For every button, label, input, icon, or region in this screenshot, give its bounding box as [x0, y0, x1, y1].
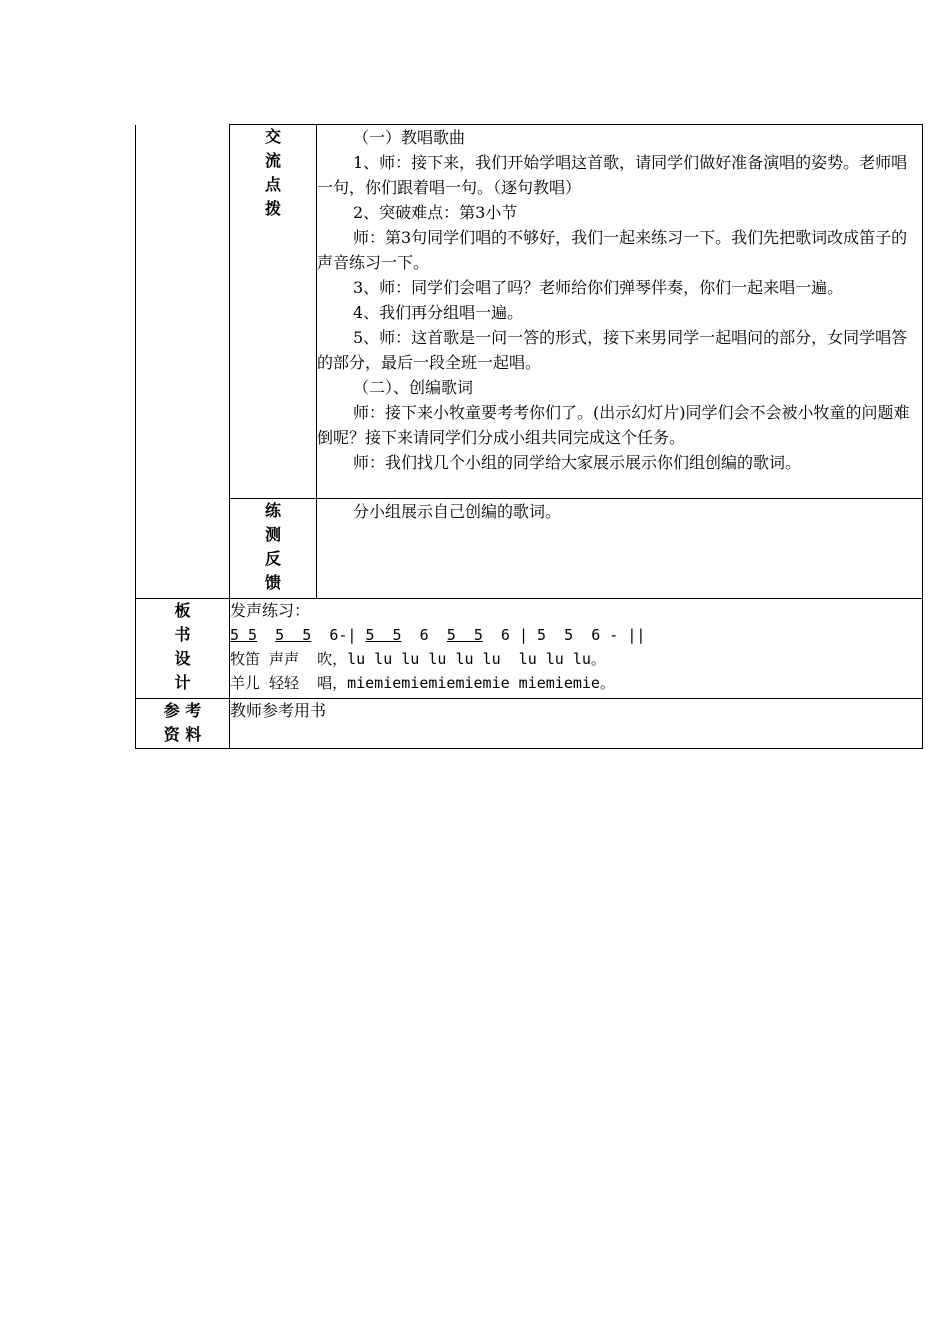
section-label-board — [136, 599, 230, 699]
section-content-feedback — [317, 499, 923, 599]
label-char: 点 — [264, 175, 281, 194]
section-label-exchange — [230, 125, 317, 499]
label-char: 板 — [174, 601, 191, 620]
paragraph: 3、师：同学们会唱了吗？老师给你们弹琴伴奏，你们一起来唱一遍。 — [353, 278, 844, 297]
section-feedback-row — [136, 499, 923, 599]
blank-left-cell — [136, 125, 230, 599]
lesson-plan-table — [135, 124, 923, 749]
lyric-line-1: 牧笛 声声 吹，lu lu lu lu lu lu lu lu lu。 — [230, 650, 606, 668]
label-char: 交 — [264, 127, 281, 146]
board-title: 发声练习： — [230, 601, 311, 620]
label-char: 设 — [174, 649, 191, 668]
heading-create-lyrics: （二）、创编歌词 — [353, 378, 474, 397]
notation-group: 5 5 — [365, 626, 402, 644]
notation-group: 5 5 — [275, 626, 312, 644]
notation-line — [230, 623, 922, 647]
label-line: 资 料 — [163, 725, 202, 744]
reference-text: 教师参考用书 — [230, 701, 327, 720]
label-char: 馈 — [264, 573, 281, 592]
notation-group: 5 5 — [230, 626, 258, 644]
paragraph: 4、我们再分组唱一遍。 — [353, 303, 524, 322]
notation-group: 5 5 — [446, 626, 483, 644]
notation-segment: 6 | 5 5 6 - || — [482, 626, 646, 644]
paragraph: 分小组展示自己创编的歌词。 — [353, 502, 562, 521]
board-content — [230, 599, 923, 699]
paragraph: 5、师：这首歌是一问一答的形式，接下来男同学一起唱问的部分，女同学唱答的部分，最后一段全班一起唱。 — [317, 328, 908, 372]
label-char: 测 — [264, 525, 281, 544]
board-design-row — [136, 599, 923, 699]
heading-teach-song: （一）教唱歌曲 — [353, 128, 466, 147]
notation-segment: 6-| — [311, 626, 357, 644]
paragraph: 师：我们找几个小组的同学给大家展示展示你们组创编的歌词。 — [353, 453, 802, 472]
notation-segment: 6 — [401, 626, 447, 644]
section-label-feedback — [230, 499, 317, 599]
section-exchange-row — [136, 125, 923, 499]
label-char: 流 — [264, 151, 281, 170]
paragraph: 1、师：接下来，我们开始学唱这首歌，请同学们做好准备演唱的姿势。老师唱一句，你们跟着唱一句。（逐句教唱） — [317, 153, 908, 197]
label-char: 反 — [264, 549, 281, 568]
lyric-line-2: 羊儿 轻轻 唱，miemiemiemiemiemie miemiemie。 — [230, 674, 615, 692]
paragraph: 师：第3句同学们唱的不够好，我们一起来练习一下。我们先把歌词改成笛子的声音练习一下。 — [317, 228, 908, 272]
label-char: 计 — [174, 673, 191, 692]
section-label-reference — [136, 699, 230, 749]
label-char: 拨 — [264, 199, 281, 218]
paragraph: 2、突破难点：第3小节 — [353, 203, 518, 222]
section-content-exchange — [317, 125, 923, 499]
label-char: 书 — [174, 625, 191, 644]
label-line: 参 考 — [163, 701, 202, 720]
label-char: 练 — [264, 501, 281, 520]
reference-content — [230, 699, 923, 749]
reference-row — [136, 699, 923, 749]
paragraph: 师：接下来小牧童要考考你们了。(出示幻灯片)同学们会不会被小牧童的问题难倒呢？接下来请同学们分成小组共同完成这个任务。 — [317, 403, 910, 447]
